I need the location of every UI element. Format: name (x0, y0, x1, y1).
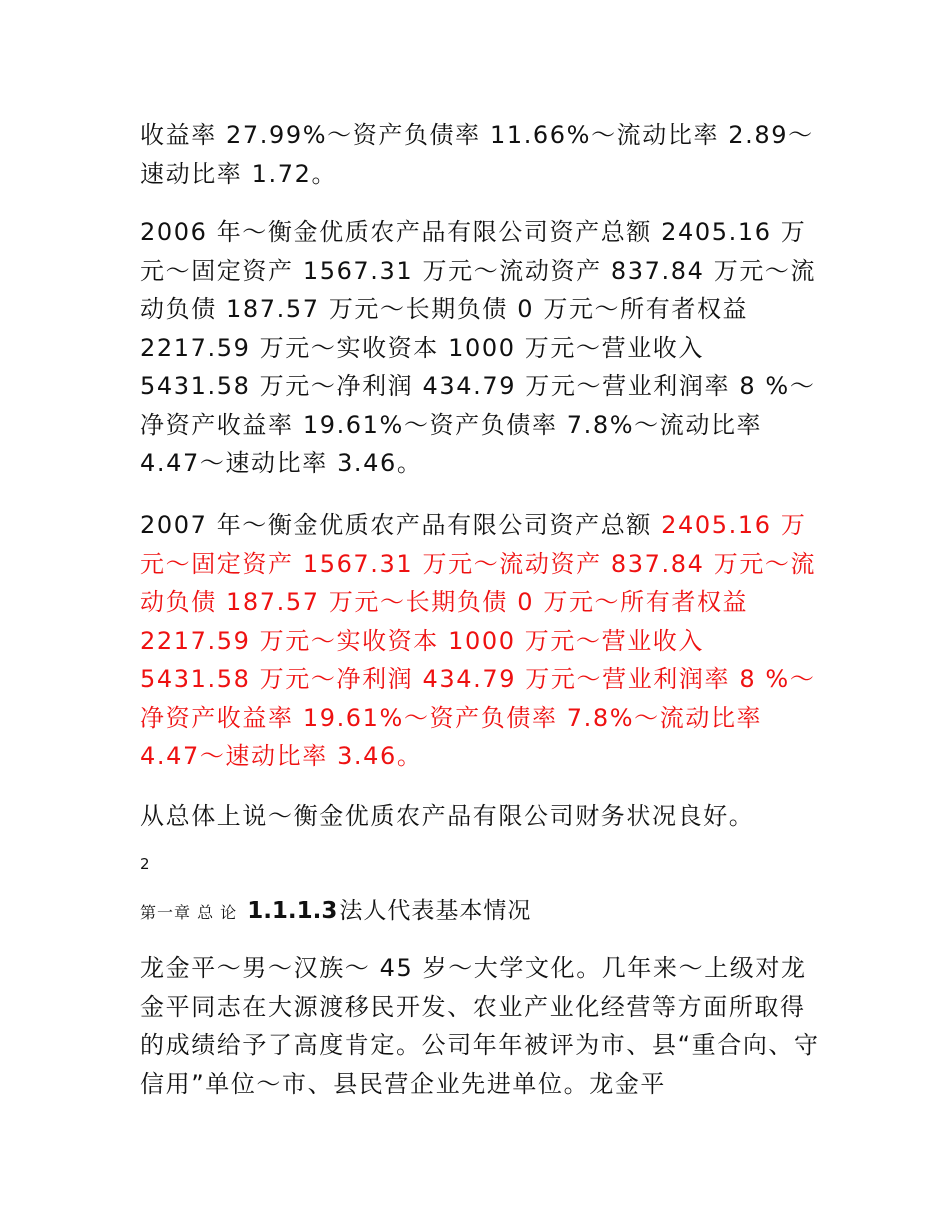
section-number: 1.1.1.3 (247, 898, 338, 924)
paragraph-2007-prefix: 2007 年～衡金优质农产品有限公司资产总额 (140, 511, 662, 539)
section-title: 法人代表基本情况 (339, 898, 532, 924)
paragraph-financials-2006: 2006 年～衡金优质农产品有限公司资产总额 2405.16 万元～固定资产 1567.31 万元～流动资产 837.84 万元～流动负债 187.57 万元～长期负债 0 万元～所有者权益 2217.59 万元～实收资本 1000 万元～营业收入 5431.58 万元～净利润 434.79 万元～营业利润率 8 %～净资产收益率 19.61%～资产负债率 7.8%～流动比率 4.47～速动比率 3.46。 (140, 218, 817, 477)
page-number: 2 (140, 855, 150, 873)
section-heading (140, 892, 531, 925)
chapter-label: 第一章 总 论 (140, 903, 238, 922)
highlighted-figures-2007: 2405.16 万元～固定资产 1567.31 万元～流动资产 837.84 万元～流动负债 187.57 万元～长期负债 0 万元～所有者权益 2217.59 万元～实收资本 1000 万元～营业收入 5431.58 万元～净利润 434.79 万元～营业利润率 8 %～净资产收益率 19.61%～资产负债率 7.8%～流动比率 4.47～速动比率 3.46。 (140, 511, 817, 770)
paragraph-ratios-2005: 收益率 27.99%～资产负债率 11.66%～流动比率 2.89～速动比率 1.72。 (140, 121, 814, 188)
paragraph-legal-representative: 龙金平～男～汉族～ 45 岁～大学文化。几年来～上级对龙金平同志在大源渡移民开发、农业产业化经营等方面所取得的成绩给予了高度肯定。公司年年被评为市、县“重合向、守信用”单位～市、县民营企业先进单位。龙金平 (140, 954, 820, 1098)
paragraph-summary: 从总体上说～衡金优质农产品有限公司财务状况良好。 (140, 802, 755, 830)
paragraph-financials-2007 (140, 506, 820, 776)
